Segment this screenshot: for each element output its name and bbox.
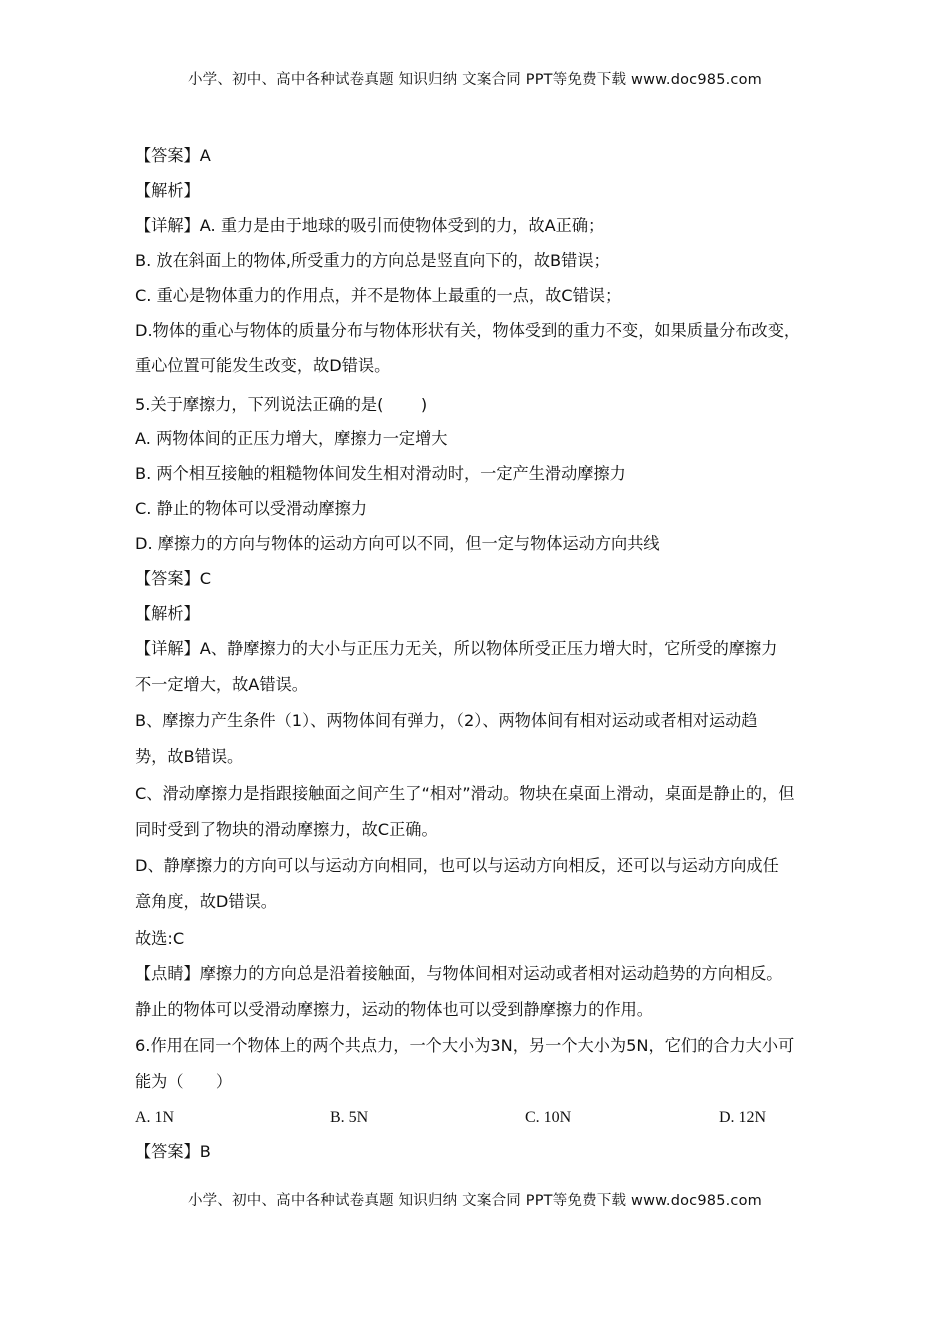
text-line: 能为（ ） (135, 1072, 233, 1091)
text-line: 势，故B错误。 (135, 747, 244, 766)
option-b: B. 5N (330, 1109, 369, 1126)
option-line: A. 两物体间的正压力增大，摩擦力一定增大 (135, 429, 448, 448)
analysis-label: 【解析】 (135, 604, 200, 623)
question-5: 5.关于摩擦力，下列说法正确的是( ) (135, 395, 428, 414)
text-line: 静止的物体可以受滑动摩擦力，运动的物体也可以受到静摩擦力的作用。 (135, 1000, 653, 1019)
text-line: B. 放在斜面上的物体,所受重力的方向总是竖直向下的，故B错误； (135, 251, 610, 270)
page-header: 小学、初中、高中各种试卷真题 知识归纳 文案合同 PPT等免费下载 www.doc985.com (187, 72, 763, 88)
text-line: 意角度，故D错误。 (135, 892, 277, 911)
option-line: B. 两个相互接触的粗糙物体间发生相对滑动时，一定产生滑动摩擦力 (135, 464, 626, 483)
text-line: D、静摩擦力的方向可以与运动方向相同，也可以与运动方向相反，还可以与运动方向成任 (135, 856, 779, 875)
option-d: D. 12N (719, 1109, 767, 1126)
final-answer: 【答案】B (135, 1142, 211, 1161)
choice-line: 故选:C (135, 929, 185, 948)
question-6: 6.作用在同一个物体上的两个共点力，一个大小为3N，另一个大小为5N，它们的合力大小可 (135, 1036, 795, 1055)
option-line: D. 摩擦力的方向与物体的运动方向可以不同，但一定与物体运动方向共线 (135, 534, 660, 553)
text-line: 【详解】A. 重力是由于地球的吸引而使物体受到的力，故A正确； (135, 216, 605, 235)
answer-label: 【答案】A (135, 146, 211, 165)
page-footer: 小学、初中、高中各种试卷真题 知识归纳 文案合同 PPT等免费下载 www.doc985.com (187, 1193, 763, 1209)
text-line: 重心位置可能发生改变，故D错误。 (135, 356, 391, 375)
option-a: A. 1N (135, 1109, 175, 1126)
option-c: C. 10N (525, 1109, 572, 1126)
text-line: 不一定增大，故A错误。 (135, 675, 308, 694)
key-point-line: 【点睛】摩擦力的方向总是沿着接触面，与物体间相对运动或者相对运动趋势的方向相反。 (135, 964, 783, 983)
text-line: B、摩擦力产生条件（1）、两物体间有弹力，（2）、两物体间有相对运动或者相对运动趋 (135, 711, 758, 730)
answer-label: 【答案】C (135, 569, 212, 588)
option-line: C. 静止的物体可以受滑动摩擦力 (135, 499, 368, 518)
analysis-label: 【解析】 (135, 181, 200, 200)
text-line: D.物体的重心与物体的质量分布与物体形状有关，物体受到的重力不变，如果质量分布改变， (135, 321, 801, 340)
text-line: C、滑动摩擦力是指跟接触面之间产生了“相对”滑动。物块在桌面上滑动，桌面是静止的，但 (135, 784, 795, 803)
text-line: 同时受到了物块的滑动摩擦力，故C正确。 (135, 820, 438, 839)
text-line: 【详解】A、静摩擦力的大小与正压力无关，所以物体所受正压力增大时，它所受的摩擦力 (135, 639, 778, 658)
text-line: C. 重心是物体重力的作用点，并不是物体上最重的一点，故C错误； (135, 286, 622, 305)
